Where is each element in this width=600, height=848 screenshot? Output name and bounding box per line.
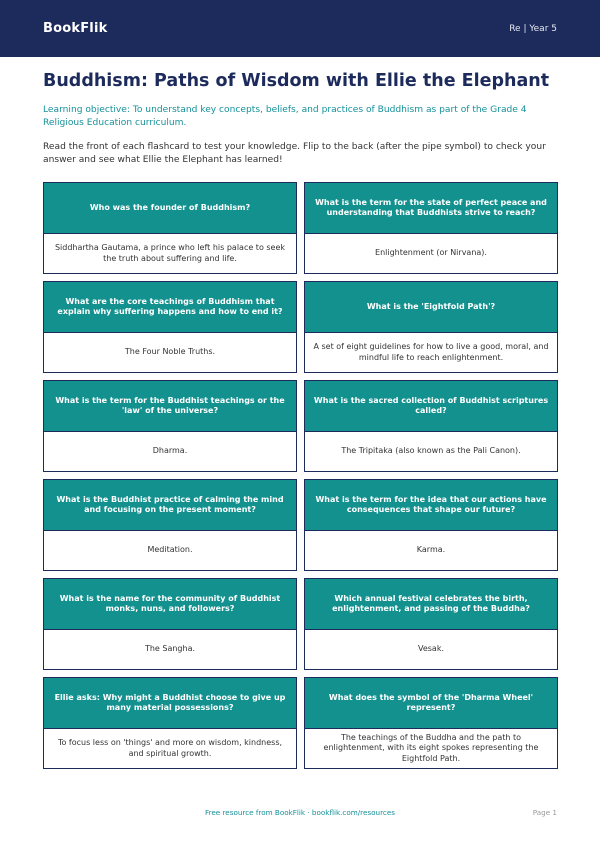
flashcard-front: What is the 'Eightfold Path'? — [305, 282, 557, 333]
page-header — [0, 0, 600, 57]
flashcard-back: The teachings of the Buddha and the path to enlightenment, with its eight spokes representing the Eightfold Path. — [323, 732, 539, 763]
flashcard — [43, 281, 297, 373]
flashcard-front: Which annual festival celebrates the birth, enlightenment, and passing of the Buddha? — [305, 579, 557, 630]
flashcard-front: What does the symbol of the 'Dharma Wheel' represent? — [305, 678, 557, 729]
flashcard-back: The Tripitaka (also known as the Pali Canon). — [341, 446, 521, 456]
flashcard-back: Vesak. — [417, 644, 445, 654]
flashcard-back: A set of eight guidelines for how to live a good, moral, and mindful life to reach enlightenment. — [313, 342, 549, 362]
flashcard-back: Dharma. — [152, 446, 188, 456]
flashcard-back: To focus less on 'things' and more on wisdom, kindness, and spiritual growth. — [57, 738, 283, 758]
flashcard-front: Who was the founder of Buddhism? — [44, 183, 296, 234]
brand-name: BookFlik — [43, 21, 108, 36]
flashcard — [304, 677, 558, 769]
learning-objective: Learning objective: To understand key concepts, beliefs, and practices of Buddhism as part of the Grade 4 Religious Education curriculum. — [43, 105, 527, 128]
flashcard-back: Meditation. — [147, 545, 193, 555]
page-number: Page 1 — [532, 808, 557, 817]
flashcard-back: Siddhartha Gautama, a prince who left his palace to seek the truth about suffering and life. — [54, 243, 286, 263]
flashcard — [304, 182, 558, 274]
flashcard-front: What is the Buddhist practice of calming the mind and focusing on the present moment? — [44, 480, 296, 531]
flashcard-front: What is the term for the state of perfect peace and understanding that Buddhists strive to reach? — [305, 183, 557, 234]
flashcard — [304, 578, 558, 670]
footer-credit: Free resource from BookFlik · bookflik.com/resources — [204, 808, 396, 817]
flashcard — [304, 380, 558, 472]
flashcard — [43, 479, 297, 571]
flashcard-front: What is the term for the idea that our actions have consequences that shape our future? — [305, 480, 557, 531]
flashcard-back: Karma. — [416, 545, 446, 555]
flashcard-back: The Sangha. — [144, 644, 196, 654]
flashcard-front: What is the sacred collection of Buddhist scriptures called? — [305, 381, 557, 432]
flashcard-back: Enlightenment (or Nirvana). — [375, 248, 487, 258]
subject-year-label: Re | Year 5 — [509, 23, 557, 34]
flashcard-grid — [43, 182, 558, 769]
page-title: Buddhism: Paths of Wisdom with Ellie the Elephant — [43, 71, 550, 91]
flashcard-front: Ellie asks: Why might a Buddhist choose to give up many material possessions? — [44, 678, 296, 729]
instructions-text: Read the front of each flashcard to test your knowledge. Flip to the back (after the pipe symbol) to check your answer and see what Ellie the Elephant has learned! — [43, 142, 546, 165]
flashcard — [43, 182, 297, 274]
flashcard-front: What is the term for the Buddhist teachings or the 'law' of the universe? — [44, 381, 296, 432]
flashcard — [43, 677, 297, 769]
flashcard-front: What is the name for the community of Buddhist monks, nuns, and followers? — [44, 579, 296, 630]
flashcard — [304, 281, 558, 373]
flashcard-back: The Four Noble Truths. — [124, 347, 216, 357]
flashcard-front: What are the core teachings of Buddhism that explain why suffering happens and how to end it? — [44, 282, 296, 333]
flashcard — [43, 380, 297, 472]
flashcard — [304, 479, 558, 571]
flashcard — [43, 578, 297, 670]
